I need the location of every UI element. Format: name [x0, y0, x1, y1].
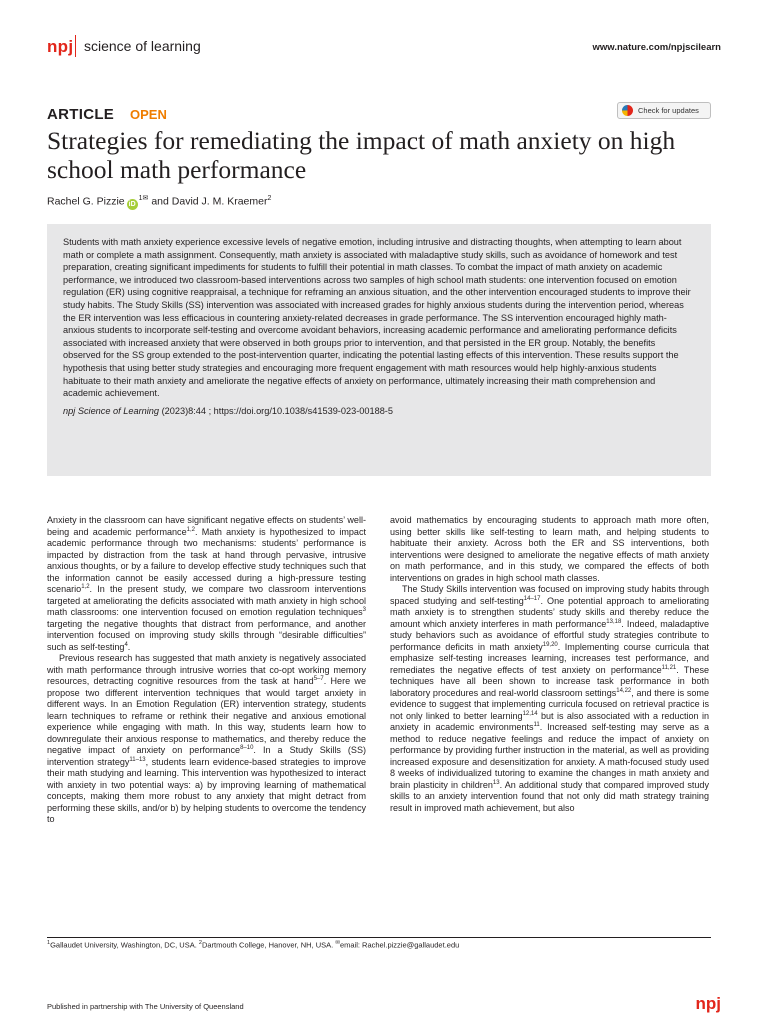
citation-reference[interactable]: 2	[198, 940, 202, 946]
body-text: . Indeed, maladaptive study behaviors such as avoidance of effortful study strategies contribute to performance deficits in math anxiety	[390, 618, 709, 652]
body-paragraph	[47, 515, 366, 653]
journal-name: science of learning	[84, 38, 201, 54]
body-text: , and there is some evidence to suggest that implementing curricula focused on retrieval practice is not only linked to better learning	[390, 687, 709, 721]
author-name[interactable]: Rachel G. Pizzie	[47, 195, 125, 208]
npj-footer-logo: npj	[695, 994, 721, 1013]
body-text: Gallaudet University, Washington, DC, USA.	[50, 940, 199, 950]
body-text: Anxiety in the classroom can have significant negative effects on students’ well-being and academic performance	[47, 515, 366, 537]
body-text: . One potential approach to ameliorating math anxiety is to strengthen students’ study skills and thereby reduce the amount which anxiety interferes in math performance	[390, 595, 709, 629]
body-text: .	[127, 641, 131, 652]
body-text: . These techniques have all been shown to increase task performance in both laboratory procedures and real-world classroom settings	[390, 664, 709, 698]
citation-reference[interactable]: 8–10	[240, 744, 254, 751]
body-paragraph	[390, 515, 709, 584]
body-text: targeting the negative thoughts that distract from performance, and another intervention focused on improving study skills through “desirable difficulties” such as self-testing	[47, 618, 366, 652]
author-list	[47, 194, 271, 210]
body-text: Dartmouth College, Hanover, NH, USA.	[201, 940, 336, 950]
body-paragraph	[390, 584, 709, 814]
citation-reference[interactable]: 3	[362, 606, 366, 613]
body-text: . Implementing course curricula that emphasize self-testing increases learning, increases test performance, and remediates the negative effects of test anxiety on performance	[390, 641, 709, 675]
body-text: . In a Study Skills (SS) intervention strategy	[47, 745, 366, 767]
author-conjunction: and	[151, 195, 169, 208]
citation-reference[interactable]: 11	[533, 721, 540, 728]
article-title: Strategies for remediating the impact of math anxiety on high school math performance	[47, 126, 676, 184]
open-access-label: OPEN	[130, 107, 167, 122]
body-text: avoid mathematics by encouraging students to approach math more often, using better skills like self-testing to learn math, and helping students to habituate their anxiety. Across both the ER and SS interventions, both interventions were designed to ameliorate the negative effects of math anxiety on math performance, and in this study, we compared the effects of both interventions on grades in high school math classes.	[390, 515, 709, 583]
body-paragraph	[47, 653, 366, 826]
crossmark-icon	[622, 105, 633, 116]
body-text: . An additional study that compared improved study skills to an anxiety intervention found that not only did math strategy training result in improved math achievement, but also	[390, 779, 709, 813]
body-text: , students learn evidence-based strategies to improve their math studying and learning. This intervention was hypothesized to interact with anxiety in two potential ways: a) by improving learning of mathematical concepts, making them more robust to any anxiety that might detract from performing these skills, and/or b) by helping students to overcome the tendency to	[47, 756, 366, 824]
author-name[interactable]: David J. M. Kraemer	[171, 195, 268, 208]
body-column-left	[47, 515, 366, 826]
article-type-label: ARTICLE	[47, 106, 115, 123]
citation-reference[interactable]: 5–7	[313, 675, 324, 682]
citation-journal: npj Science of Learning	[63, 405, 160, 416]
citation-reference[interactable]: 4	[124, 641, 128, 648]
citation-reference[interactable]: ✉	[335, 940, 340, 946]
citation-reference[interactable]: 1,2	[186, 526, 195, 533]
journal-url-link[interactable]: www.nature.com/npjscilearn	[592, 42, 721, 53]
citation-reference[interactable]: 1,2	[81, 583, 90, 590]
abstract-box	[47, 224, 711, 476]
body-text: The Study Skills intervention was focused on improving study habits through spaced studying and self-testing	[390, 584, 709, 606]
affiliation-marker: 1	[138, 195, 143, 202]
citation-reference[interactable]: 14–17	[523, 595, 541, 602]
citation-reference[interactable]: 1	[47, 940, 51, 946]
check-for-updates-label: Check for updates	[638, 106, 699, 115]
citation-reference[interactable]: 13	[492, 779, 500, 786]
npj-logo: npj	[47, 37, 74, 56]
affiliation-marker: 2	[267, 195, 272, 202]
footnote-rule	[47, 937, 711, 938]
orcid-icon[interactable]: iD	[128, 200, 136, 208]
body-text: . Here we propose two different intervention techniques that would target anxiety in different ways. In an Emotion Regulation (ER) intervention strategy, students learn techniques to reframe or rethink their negative and anxious emotional experience while engaging with math. In this way, students learn how to downregulate their anxious response to mathematics, and thereby reduce the negative impact of anxiety on performance	[47, 676, 366, 755]
affiliations-footnote	[47, 940, 459, 950]
abstract-text: Students with math anxiety experience excessive levels of negative emotion, including intrusive and distracting thoughts, when attempting to learn about math or complete a math assignment. Consequently, math anxiety is associated with maladaptive study skills, such as avoidance of homework and test preparation, creating significant impediments for students to fulfill their potential in math classes. To combat the impact of math anxiety on academic performance, we introduced two classroom-based interventions across two samples of high school math students: one intervention focused on emotion regulation (ER) using cognitive reappraisal, a technique for reframing an anxious situation, and the other intervention encouraged students to improve their study habits. The Study Skills (SS) intervention was associated with increased grades for highly anxious students during the intervention period, whereas the ER intervention was less efficacious in countering anxiety-related decreases in grade performance. The SS intervention encouraged highly math-anxious students to incorporate self-testing and overcome avoidant behaviors, increasing academic performance and ameliorating performance deficits associated with increased anxiety that were observed in both groups prior to intervention, and that persisted in the ER group. Notably, the benefits observed for the SS group extended to the post-intervention quarter, indicating the potential lasting effects of this intervention. These results support the hypothesis that using better study strategies and encouraging more frequent engagement with math resources would help highly-anxious students habituate to their math anxiety and ameliorate the negative effects of anxiety on performance, ultimately increasing their math comprehension and academic achievement.	[63, 237, 691, 399]
body-text: Previous research has suggested that math anxiety is negatively associated with math performance through intrusive worries that co-opt working memory resources, detracting cognitive resources from the task at hand	[47, 653, 366, 686]
check-for-updates-button[interactable]	[617, 102, 711, 119]
citation-reference[interactable]: 14,22	[616, 687, 632, 694]
published-in-partnership: Published in partnership with The University of Queensland	[47, 1002, 244, 1011]
body-text: but is also associated with a reduction in anxiety in academic environments	[390, 710, 709, 732]
citation-reference[interactable]: 12,14	[522, 710, 538, 717]
citation-reference[interactable]: 11–13	[129, 756, 146, 763]
citation-line	[63, 405, 695, 417]
body-text: email: Rachel.pizzie@gallaudet.edu	[339, 940, 460, 950]
body-column-right	[390, 515, 709, 814]
body-text: . In the present study, we compare two classroom interventions targeted at ameliorating the deficits associated with math anxiety in high school math classrooms: one intervention focused on emotion regulation techniques	[47, 584, 366, 617]
body-text: . Math anxiety is hypothesized to impact academic performance through two mechanisms: students’ performance is impacted by distraction from the task at hand through pervasive, intrusive anxious thoughts, or by a failure to develop effective study techniques such that the information cannot be easily accessed during a high-pressure testing scenario	[47, 526, 366, 594]
citation-reference[interactable]: 19,20	[542, 641, 558, 648]
citation-reference[interactable]: 13,18	[606, 618, 622, 625]
email-icon[interactable]: ✉	[142, 195, 149, 202]
header-divider	[75, 35, 76, 57]
body-text: . Increased self-testing may serve as a method to reduce negative feelings and reduce the impact of anxiety on performance by providing further instruction in the material, as well as providing increased exposure and desensitization for anxiety. A math-focused study used 8 weeks of individualized tutoring to examine the changes in math anxiety and brain plasticity in children	[390, 722, 709, 790]
citation-doi[interactable]: (2023)8:44 ; https://doi.org/10.1038/s41539-023-00188-5	[159, 405, 393, 416]
citation-reference[interactable]: 11,21	[661, 664, 677, 671]
